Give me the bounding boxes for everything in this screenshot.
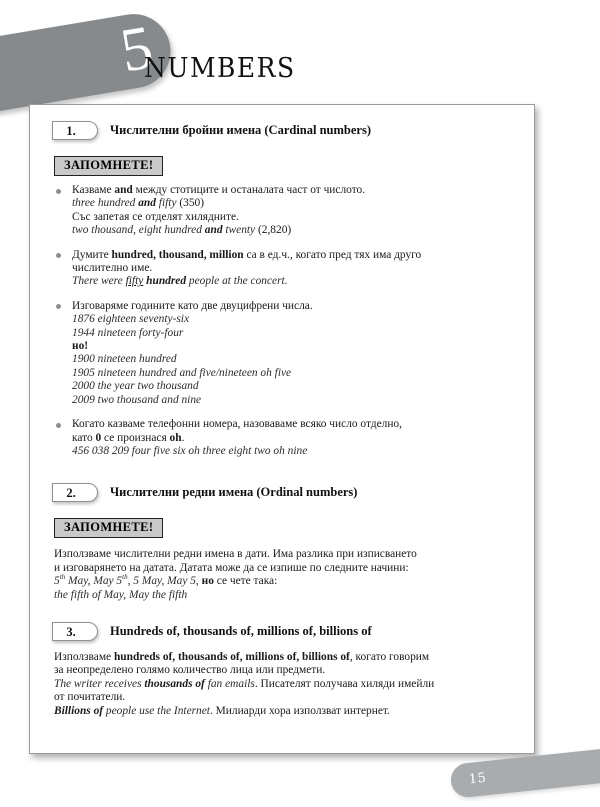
text-fragment-bold: 0 (95, 431, 102, 444)
text-fragment-underline: fifty (125, 275, 144, 288)
text-fragment: . (181, 431, 185, 444)
bullet-3-year-3: 1900 nineteen hundred (72, 353, 177, 366)
section-header-2 (52, 483, 512, 502)
bullet-2-example (72, 275, 512, 288)
section-title-2: Числителни редни имена (Ordinal numbers) (110, 485, 358, 500)
content-frame (29, 104, 535, 754)
bullet-3-lead: Изговаряме годините като две двуцифрени числа. (72, 299, 313, 312)
text-fragment: между стотиците и останалата част от числото. (132, 184, 366, 196)
text-fragment: . Писателят получава хиляди имейли (254, 677, 435, 690)
text-fragment: 5 (54, 575, 60, 588)
ordinal-suffix: th (59, 573, 66, 582)
text-fragment-bold: and (204, 224, 223, 237)
text-fragment: се чете така: (213, 575, 278, 588)
bullet-3-but: но! (72, 340, 89, 353)
ordinal-suffix: th (122, 573, 128, 582)
section-3-paragraph (54, 651, 512, 718)
text-fragment-bold: and (114, 184, 133, 196)
bullet-1-lead (72, 184, 512, 197)
bullet-3-year-1: 1876 eighteen seventy-six (72, 313, 190, 326)
section-3-line-1 (54, 651, 512, 664)
list-item (52, 184, 512, 238)
text-fragment-bold: oh (169, 431, 182, 444)
text-fragment: , когато говорим (349, 650, 430, 663)
list-item (52, 249, 512, 289)
section-2-line-1: Използваме числителни редни имена в дати. Има разлика при изписването (54, 548, 417, 561)
text-fragment: като (72, 431, 96, 444)
text-fragment-bold: and (138, 197, 156, 210)
section-header-1 (52, 121, 512, 140)
text-fragment: There were (72, 275, 126, 288)
bullet-list-1 (52, 184, 512, 458)
list-item (52, 300, 512, 407)
text-fragment: twenty (222, 224, 256, 237)
section-3-line-2: за неопределено голямо количество лица или предмети. (54, 664, 326, 677)
section-2-line-4: the fifth of May, May the fifth (54, 588, 188, 601)
text-fragment: fifty (155, 197, 177, 210)
bullet-1-example-2 (72, 224, 512, 237)
text-fragment: Използваме (54, 650, 114, 663)
text-fragment: fan emails (204, 677, 255, 690)
chapter-number: 5 (115, 13, 158, 86)
section-title-1: Числителни бройни имена (Cardinal numbers) (110, 123, 371, 137)
bullet-4-example: 456 038 209 four five six oh three eight two oh nine (72, 444, 308, 457)
bullet-4-lead-cont (72, 432, 512, 445)
remember-badge-2: ЗАПОМНЕТЕ! (54, 518, 163, 538)
text-fragment: people at the concert. (186, 275, 288, 288)
page-title: NUMBERS (144, 52, 296, 84)
remember-badge-1: ЗАПОМНЕТЕ! (54, 156, 163, 176)
text-fragment: се произнася (101, 431, 170, 444)
text-fragment: May, May 5 (65, 575, 123, 588)
bullet-4-lead: Когато казваме телефонни номера, назоваваме всяко число отделно, (72, 418, 402, 431)
text-fragment-bold: Billions of (54, 704, 104, 717)
section-2-paragraph (54, 548, 512, 602)
section-2-line-2: и изговарянето на датата. Датата може да се изпише по следните начини: (54, 561, 409, 574)
page-number-text: 15 (468, 770, 488, 788)
bullet-3-year-2: 1944 nineteen forty-four (72, 326, 184, 339)
text-fragment: , 5 May, May 5, (127, 575, 202, 588)
text-fragment-bold: hundred, thousand, million (111, 248, 244, 261)
text-fragment: (2,820) (255, 224, 292, 237)
section-3-line-5 (54, 705, 512, 718)
bullet-1-note: Със запетая се отделят хилядните. (72, 210, 239, 223)
text-fragment: two thousand, eight hundred (72, 224, 205, 237)
text-fragment-bold: но (201, 575, 214, 588)
bullet-2-lead (72, 249, 512, 262)
text-fragment: The writer receives (54, 677, 145, 690)
section-number-badge-1: 1. (52, 121, 98, 140)
text-fragment: са в ед.ч., когато пред тях има друго (243, 248, 422, 261)
section-2-line-3 (54, 575, 512, 588)
bullet-3-year-5: 2000 the year two thousand (72, 380, 199, 393)
section-title-3: Hundreds of, thousands of, millions of, billions of (110, 623, 372, 638)
content-body (30, 105, 534, 753)
text-fragment: Казваме (72, 184, 115, 196)
section-number-badge-2: 2. (52, 483, 98, 502)
section-header-3 (52, 622, 512, 641)
text-fragment: Думите (72, 248, 112, 261)
text-fragment-bold: hundreds of, thousands of, millions of, billions of (113, 650, 350, 663)
text-fragment: three hundred (72, 197, 139, 210)
section-number-badge-3: 3. (52, 622, 98, 641)
text-fragment: people use the Internet (103, 704, 210, 717)
section-3-line-3 (54, 678, 512, 691)
text-fragment: (350) (176, 197, 205, 210)
list-item (52, 418, 512, 458)
text-fragment-bold: hundred (143, 275, 187, 288)
bullet-3-year-6: 2009 two thousand and nine (72, 393, 202, 406)
bullet-2-lead-cont: числително име. (72, 262, 153, 275)
spacer (52, 602, 512, 622)
spacer (52, 469, 512, 483)
bullet-3-year-4: 1905 nineteen hundred and five/nineteen oh five (72, 366, 292, 379)
text-fragment: . Милиарди хора използват интернет. (209, 704, 390, 717)
text-fragment-bold: thousands of (144, 677, 205, 690)
section-3-line-4: от почитатели. (54, 691, 126, 704)
bullet-1-example-1 (72, 197, 512, 210)
